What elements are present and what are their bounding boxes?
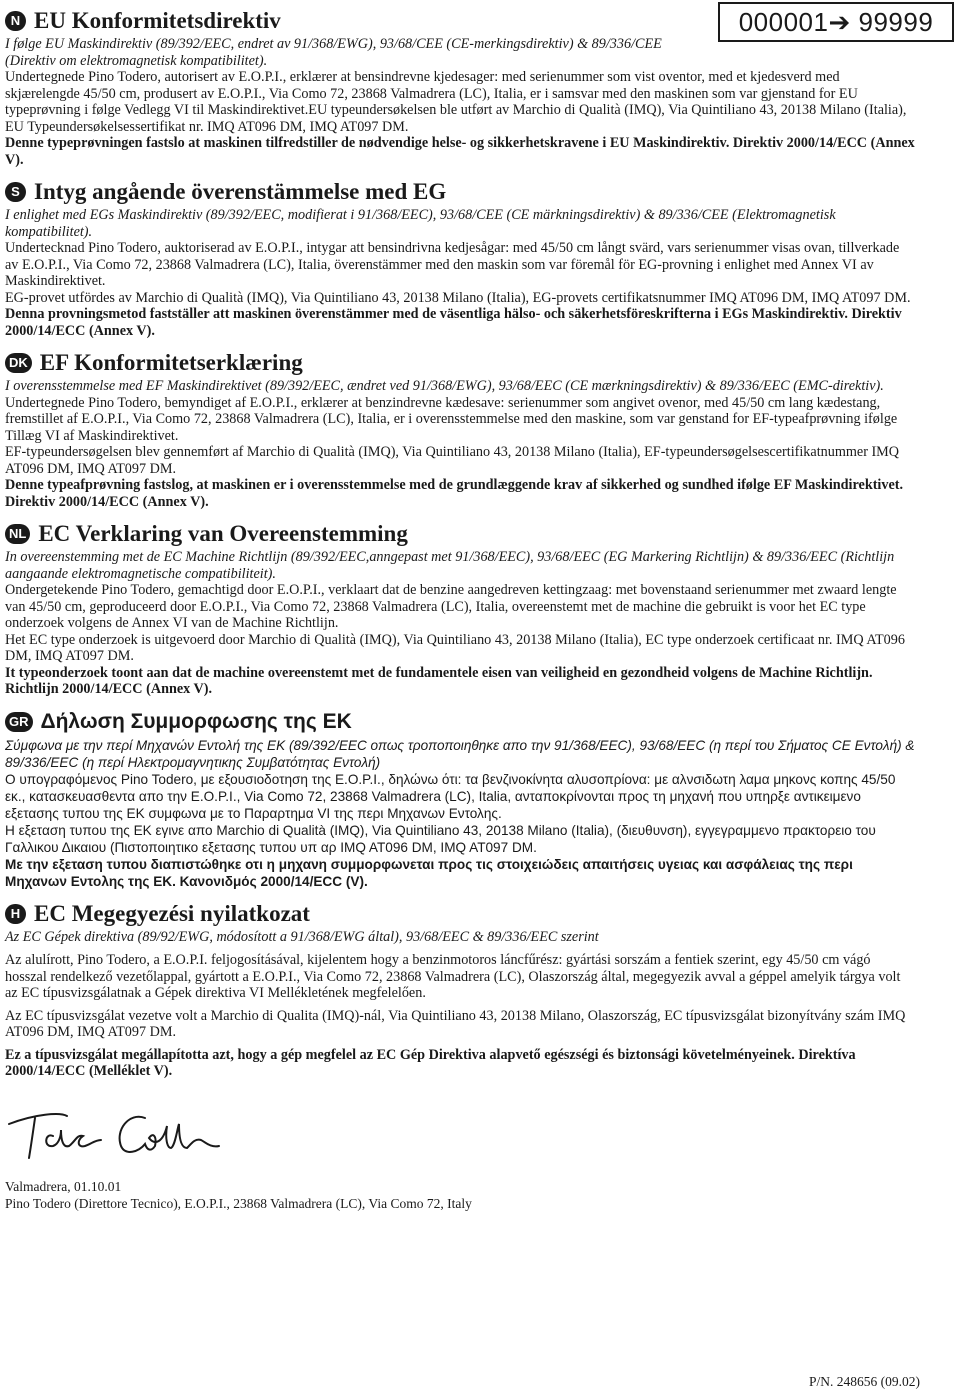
section-header (5, 177, 915, 207)
section-intro: I enlighet med EGs Maskindirektiv (89/392/EEC, modifierat i 91/368/EEC), 93/68/CEE (CE märkningsdirektiv) & 89/336/CEE (Elektromagnetisk kompatibilitet). (5, 207, 836, 240)
section-header (5, 6, 915, 36)
section-body: Ondergetekende Pino Todero, gemachtigd door E.O.P.I., verklaart dat de benzine aangedreven kettingzaag: met bovenstaand serienummer met zwaard lengte van 45/50 cm, geproduceerd door E.O.P.I., Via Como 72, 23868 Valmadrera (LC), Italia, overeenstemt met de machine die gebruikt is voor het EC type onderzoek volgens de Annex VI van de Machine Richtlijn. (5, 582, 897, 631)
signature-block (5, 1178, 915, 1212)
section-body-2: Η εξεταση τυπου της ΕΚ εγινε απο Marchio di Qualità (IMQ), Via Quintiliano 43, 20138 Milano (Italia), (διευθυνση), εγγεγραμμενο πρακτορειο του Γαλλικου Δικαιου (Πιστοποιητικο εξετασης τυπου υπ αρ IMQ AT096 DM, IMQ AT097 DM. (5, 822, 876, 855)
section-body-2: EG-provet utfördes av Marchio di Qualità (IMQ), Via Quintiliano 43, 20138 Milano (Italia), EG-provets certifikatsnummer IMQ AT096 DM, IMQ AT097 DM. (5, 289, 911, 306)
language-badge-n: N (5, 11, 26, 31)
section-body-2: Az EC típusvizsgálat vezetve volt a Marchio di Qualita (IMQ)-nál, Via Quintiliano 43, 20138 Milano, Olaszország, EC típusvizsgálat bizonyítvány szám IMQ AT096 DM, IMQ AT097 DM. (5, 1007, 906, 1040)
section-conclusion: Denne typeprøvningen fastslo at maskinen tilfredstiller de nødvendige helse- og sikkerhetskravene i EU Maskindirektiv. Direktiv 2000/14/ECC (Annex V). (5, 135, 915, 168)
section-dutch (5, 519, 915, 698)
section-title: EC Megegyezési nyilatkozat (34, 900, 310, 926)
arrow-right-icon: ➔ (828, 7, 851, 37)
section-swedish (5, 177, 915, 339)
section-conclusion: Ez a típusvizsgálat megállapította azt, hogy a gép megfelel az EC Gép Direktiva alapvető egészségi és biztonsági követelményeinek. Direktíva 2000/14/ECC (Melléklet V). (5, 1046, 856, 1079)
serial-to: 99999 (858, 7, 934, 37)
section-intro: I overensstemmelse med EF Maskindirektivet (89/392/EEC, ændret ved 91/368/EWG), 93/68/EEC (CE mærkningsdirektiv) & 89/336/EEC (EMC-direktiv). (5, 378, 884, 394)
section-intro: Az EC Gépek direktiva (89/92/EWG, módosított a 91/368/EWG által), 93/68/EEC & 89/336/EEC szerint (5, 928, 599, 945)
part-number: P/N. 248656 (09.02) (809, 1374, 920, 1389)
section-body: Ο υπογραφόμενος Pino Todero, με εξουσιοδοτηση της E.O.P.I., δηλώνω ότι: τα βενζινοκίνητα αλυσοπρίονα: με αλνσιδωτη λαμα μηκονς κοπης 45/50 εκ., κατασκευασθεντα απο την E.O.P.I., Via Como 72, 23868 Valmadrera (LC), Italia, ανταποκρίνονται προς τη μηχανή που υπηρξε αντικειμενο εξετασης τυπου της ΕΚ συμφωνα με το Παραρτημα VI της περι Μηχανων Εντολης. (5, 771, 896, 821)
section-danish (5, 348, 915, 510)
section-body: Undertecknad Pino Todero, auktoriserad av E.O.P.I., intygar att bensindrivna kedjesågar: med 45/50 cm långt svärd, vars serienummer visas ovan, tillverkade av E.O.P.I., Via Como 72, 23868 Valmadrera (LC), Italia, överenstämmer med den maskin som var föremål för EG-provning i enlighet med Annex VI av Maskindirektivet. (5, 240, 900, 289)
section-title: EC Verklaring van Overeenstemming (38, 521, 408, 546)
section-intro: Σύμφωνα με την περί Μηχανών Εντολή της ΕΚ (89/392/EEC οπως τροποποιηθηκε απο την 91/368/EEC), 93/68/EEC (η περί του Σήματος CE Εντολή) & 89/336/EEC (η περί Ηλεκτρομαγνητικης Συμβατότητας Εντολή) (5, 737, 915, 770)
section-body-2: EF-typeundersøgelsen blev gennemført af Marchio di Qualità (IMQ), Via Quintiliano 43, 20138 Milano (Italia), EF-typeundersøgelsescertifikatnummer IMQ AT096 DM, IMQ AT097 DM. (5, 444, 900, 477)
section-title: EU Konformitetsdirektiv (34, 8, 281, 33)
place-date: Valmadrera, 01.10.01 (5, 1178, 122, 1194)
section-title: Δήλωση Συμμορφωσης της ΕΚ (40, 709, 352, 733)
section-conclusion: Με την εξεταση τυπου διαπιστώθηκε οτι η μηχανη συμμορφωνεται προς τις στοιχειώδεις απαιτήσεις υγειας και ασφάλειας της περι Μηχανων Εντολης της ΕΚ. Κανονιδμός 2000/14/ECC (V). (5, 856, 853, 889)
section-title: EF Konformitetserklæring (39, 350, 303, 375)
language-badge-s: S (5, 182, 26, 202)
signature-scribble-icon (5, 1106, 235, 1164)
section-conclusion: It typeonderzoek toont aan dat de machine overeenstemt met de fundamentele eisen van veiligheid en gezondheid volgens de Machine Richtlijn. Richtlijn 2000/14/ECC (Annex V). (5, 664, 873, 697)
section-body-2: Het EC type onderzoek is uitgevoerd door Marchio di Qualità (IMQ), Via Quintiliano 43, 20138 Milano (Italia), EC type onderzoek certificaat nr. IMQ AT096 DM, IMQ AT097 DM. (5, 631, 905, 664)
section-header (5, 899, 915, 929)
language-badge-nl: NL (5, 524, 30, 544)
section-norwegian (5, 6, 915, 168)
section-body: Undertegnede Pino Todero, autorisert av E.O.P.I., erklærer at bensindrevne kjedesager: med serienummer som vist oventor, med et kjedesverd med skjærelengde 45/50 cm, produsert av E.O.P.I., Via Como 72, 23868 Valmadrera (LC), Italia, er i samsvar med den maskinen som var gjenstand for EU typeprøvning i følge Vedlegg VI til Maskindirektivet.EU typeundersøkelsen ble utført av Marchio di Qualità (IMQ), Via Quintiliano 43, 20138 Milano (Italia), EU Typeundersøkelsessertifikat nr. IMQ AT096 DM, IMQ AT097 DM. (5, 69, 907, 135)
serial-from: 000001 (738, 7, 829, 37)
section-header (5, 348, 915, 378)
declaration-document (5, 6, 915, 1212)
signatory: Pino Todero (Direttore Tecnico), E.O.P.I., 23868 Valmadrera (LC), Via Como 72, Italy (5, 1195, 472, 1211)
language-badge-h: H (5, 904, 26, 924)
section-body: Az alulírott, Pino Todero, a E.O.P.I. feljogosításával, kijelentem hogy a benzinmotoros láncfűrész: gyártási sorszám a fentiek szerint, egy 45/50 cm vágó hosszal rendelkező vezetőlappal, gyártott a E.O.P.I., Via Como 72, 23868 Valmadrera (LC), Olaszország által, megegyezik avval a géppel amelyik tárgya volt az EC típusvizsgálatnak a Gépek direktiva VI Mellékletének megfelelően. (5, 952, 901, 1001)
section-title: Intyg angående överenstämmelse med EG (34, 179, 447, 204)
section-hungarian (5, 899, 915, 1080)
language-badge-gr: GR (5, 712, 33, 732)
handwritten-signature (5, 1106, 915, 1164)
section-body: Undertegnede Pino Todero, bemyndiget af E.O.P.I., erklærer at benzindrevne kædesave: serienummer som angivet ovenor, med 45/50 cm lang kædestang, fremstillet af E.O.P.I., Via Como 72, 23868 Valmadrera (LC), Italia, er i overensstemmelse med den maskine, som var genstand for EF-typeafprøvning ifølge Tillæg VI af Maskindirektivet. (5, 394, 898, 444)
section-intro: I følge EU Maskindirektiv (89/392/EEC, endret av 91/368/EWG), 93/68/CEE (CE-merkingsdirektiv) & 89/336/CEE (Direktiv om elektromagnetisk kompatibilitet). (5, 36, 662, 69)
section-greek (5, 707, 915, 890)
section-intro: In overeenstemming met de EC Machine Richtlijn (89/392/EEC,anngepast met 91/368/EEC), 93/68/EEC (EG Markering Richtlijn) & 89/336/EEC (Richtlijn aangaande elektromagnetische compatibiliteit). (5, 549, 895, 582)
section-header (5, 519, 915, 549)
section-conclusion: Denna provningsmetod fastställer att maskinen överenstämmer med de väsentliga hälso- och säkerhetsföreskrifterna i EGs Maskindirektiv. Direktiv 2000/14/ECC (Annex V). (5, 306, 902, 339)
section-conclusion: Denne typeafprøvning fastslog, at maskinen er i overensstemmelse med de grundlæggende krav af sikkerhed og sundhed ifølge EF Maskindirektivet. Direktiv 2000/14/ECC (Annex V). (5, 477, 904, 510)
language-badge-dk: DK (5, 353, 32, 373)
section-header (5, 707, 915, 737)
